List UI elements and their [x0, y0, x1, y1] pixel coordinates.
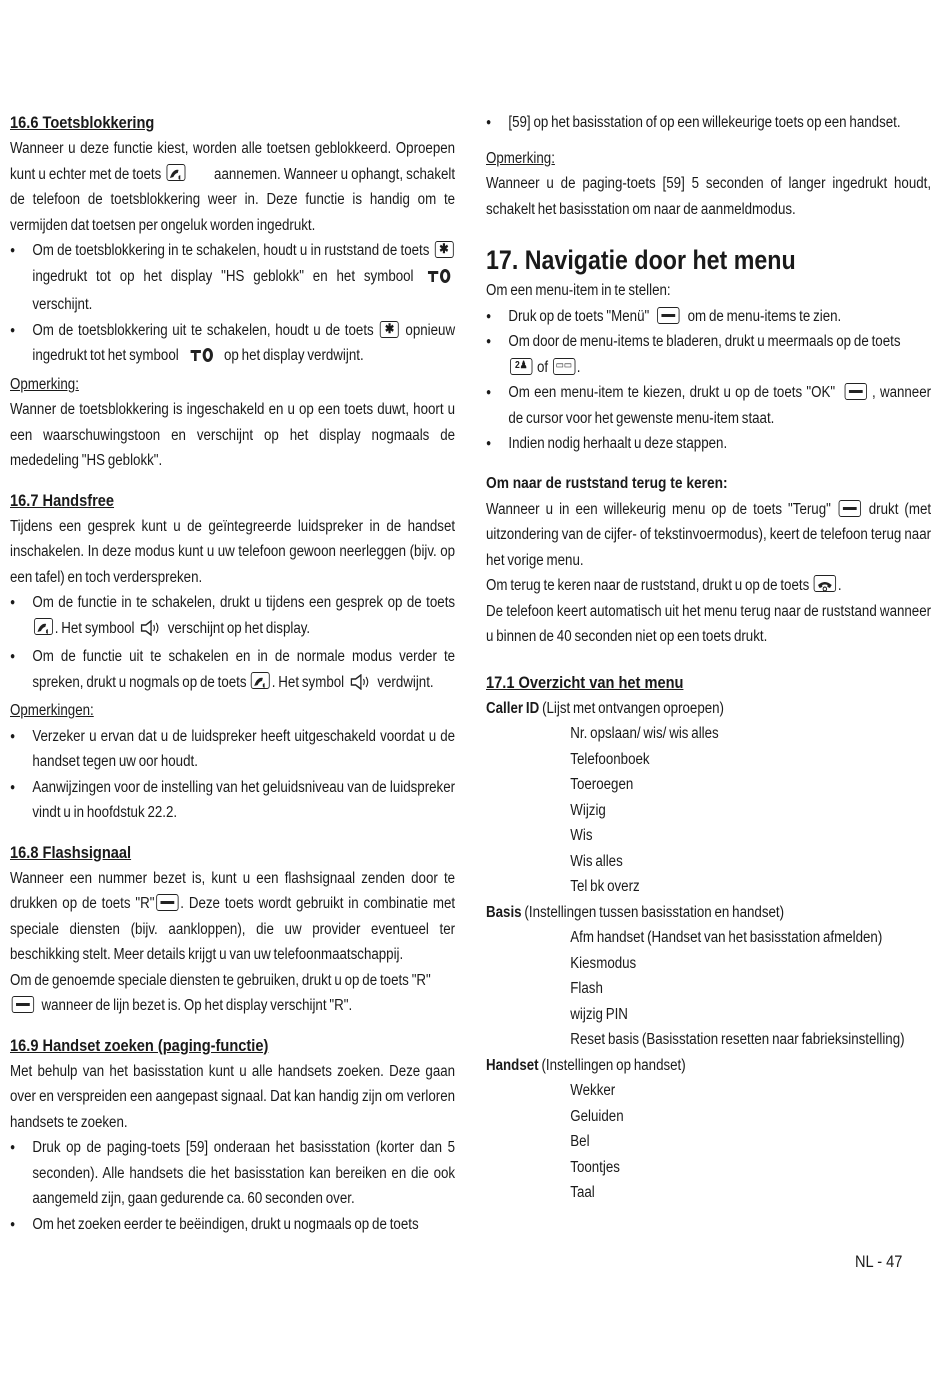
s17-b2c: . [576, 358, 581, 376]
right-column [486, 110, 931, 1206]
s169-paragraph: Met behulp van het basisstation kunt u alle handsets zoeken. Deze gaan over en verspreiden een aangepast signaal. Dat kan handig zijn om verloren handsets te zoeken. [10, 1062, 456, 1131]
handset-items [486, 1078, 931, 1206]
menu-group-head: Caller ID [486, 699, 540, 717]
menu-item: Toontjes [570, 1158, 620, 1176]
up-key-icon: 2♟ [510, 358, 532, 375]
s17-p1a: Wanneer u in een willekeurig menu op de toets "Terug" [486, 500, 831, 518]
s166-b1c: verschijnt. [32, 296, 93, 313]
s166-note: Wanner de toetsblokkering is ingeschakeld en u op een toets duwt, hoort u een waarschuwingstoon en verschijnt op het display nogmaals de mededeling "HS geblokk". [10, 401, 456, 469]
s167-b1a: Om de functie in te schakelen, drukt u tijdens een gesprek op de toets [32, 594, 456, 611]
speaker-icon [350, 673, 372, 699]
basis-items [486, 925, 931, 1053]
s17-b2b: of [537, 358, 549, 376]
star-key-icon: ✱ [434, 241, 453, 258]
s17-b2a: Om door de menu-items te bladeren, drukt u meermaals op de toets [508, 333, 901, 350]
menu-item: Tel bk overz [570, 878, 640, 895]
s166-p1a: Wanneer u deze functie kiest, worden alle toetsen geblokkeerd. Oproepen kunt u echter met de toets [10, 140, 456, 183]
menu-item: Toeroegen [570, 776, 634, 793]
handset-speaker-icon [251, 672, 270, 689]
s167-notes-label: Opmerkingen: [10, 702, 94, 719]
s168-paragraph-2 [10, 968, 455, 1019]
list-item: ● Aanwijzingen voor de instelling van het geluidsniveau van de luidspreker vindt u in hoofdstuk 22.2. [10, 775, 455, 826]
s168-p2b: wanneer de lijn bezet is. Op het display verschijnt "R". [41, 997, 353, 1014]
menu-item: Geluiden [570, 1107, 624, 1125]
s17-subheading: Om naar de ruststand terug te keren: [486, 474, 728, 492]
s17-paragraph-1 [486, 497, 931, 574]
section-16-9-title: 16.9 Handset zoeken (paging-functie) [10, 1035, 269, 1055]
s17-b3a: Om een menu-item te kiezen, drukt u op de toets "OK" [508, 384, 836, 401]
menu-item: Reset basis (Basisstation resetten naar fabrieksinstelling) [570, 1031, 905, 1048]
list-item: ● Indien nodig herhaalt u deze stappen. [486, 431, 931, 457]
list-item: ● [59] op het basisstation of op een willekeurige toets op een handset. [486, 110, 931, 136]
softkey-icon [12, 996, 34, 1013]
handset-speaker-icon [166, 164, 185, 181]
list-item [486, 304, 931, 330]
s17-b3b: , wanneer de cursor voor het gewenste menu-item staat. [508, 384, 932, 427]
list-item [486, 329, 931, 380]
s168-p1a: Wanneer een nummer bezet is, kunt u een flashsignaal zenden door te drukken op de toets "R" [10, 869, 456, 912]
s168-p2a: Om de genoemde speciale diensten te gebruiken, drukt u op de toets "R" [10, 971, 431, 989]
s17-paragraph-2 [486, 573, 931, 599]
s166-b1b: ingedrukt tot op het display "HS geblokk" en het symbool [32, 267, 414, 285]
menu-item: Flash [570, 980, 603, 997]
menu-item: Telefoonboek [570, 750, 650, 768]
s166-b2b: opnieuw ingedrukt tot het symbool [32, 321, 456, 364]
menu-item: Wekker [570, 1082, 616, 1099]
down-key-icon: ▭▭ [553, 358, 575, 375]
r-note: Wanneer u de paging-toets [59] 5 seconden of langer ingedrukt houdt, schakelt het basisstation om naar de aanmeldmodus. [486, 175, 932, 218]
menu-item: Kiesmodus [570, 954, 637, 972]
menu-item: wijzig PIN [570, 1005, 628, 1023]
key-lock-icon [188, 346, 214, 372]
list-item [10, 644, 455, 698]
menu-item: Taal [570, 1184, 595, 1201]
chapter-17-title: 17. Navigatie door het menu [486, 245, 796, 275]
handset-speaker-icon [34, 618, 53, 635]
s166-note-label: Opmerking: [10, 375, 79, 393]
menu-group-head: Basis [486, 903, 522, 921]
s17-intro: Om een menu-item in te stellen: [486, 282, 671, 299]
list-item: ● Druk op de paging-toets [59] onderaan het basisstation (korter dan 5 seconden). Alle handsets die het basisstation kan bereiken en die ook aangemeld zijn, gaan gedurende ca. 60 seconden over. [10, 1135, 455, 1212]
menu-item: Wis alles [570, 852, 623, 870]
menu-group-desc: (Instellingen op handset) [538, 1056, 686, 1074]
list-item [486, 380, 931, 431]
list-item: ● Verzeker u ervan dat u de luidspreker heeft uitgeschakeld voordat u de handset tegen uw oor houdt. [10, 724, 455, 775]
s166-b2c: op het display verdwijnt. [223, 347, 364, 364]
softkey-icon [844, 383, 866, 400]
star-key-icon: ✱ [380, 321, 399, 338]
s17-p2a: Om terug te keren naar de ruststand, drukt u op de toets [486, 577, 810, 594]
s17-b1a: Druk op de toets "Menü" [508, 307, 650, 325]
section-16-7-title: 16.7 Handsfree [10, 490, 115, 510]
softkey-icon [839, 500, 861, 517]
softkey-icon [657, 307, 679, 324]
end-call-icon [814, 575, 836, 592]
left-column [10, 110, 455, 1237]
menu-group-basis [486, 900, 931, 926]
menu-group-desc: (Lijst met ontvangen oproepen) [539, 699, 725, 717]
menu-group-head: Handset [486, 1056, 539, 1074]
section-16-8-title: 16.8 Flashsignaal [10, 842, 132, 862]
list-item [10, 238, 455, 318]
menu-item: Wijzig [570, 801, 606, 819]
menu-item: Bel [570, 1133, 590, 1150]
s166-p1b: aannemen. Wanneer u ophangt, schakelt de telefoon de toetsblokkering weer in. Deze functie is handig om te vermijden dat toetsen per ongeluk worden ingedrukt. [10, 165, 456, 234]
section-16-6-title: 16.6 Toetsblokkering [10, 113, 155, 132]
speaker-icon [140, 619, 162, 645]
s167-b2c: verdwijnt. [377, 673, 434, 691]
menu-item: Afm handset (Handset van het basisstation afmelden) [570, 929, 883, 946]
s17-p1b: drukt (met uitzondering van de cijfer- of tekstinvoermodus), keert de telefoon terug naar het vorige menu. [486, 500, 932, 569]
caller-id-items [486, 721, 931, 900]
list-item [10, 590, 455, 644]
s166-b1a: Om de toetsblokkering in te schakelen, houdt u in ruststand de toets [32, 242, 430, 259]
menu-item: Wis [570, 827, 593, 844]
softkey-icon [156, 894, 178, 911]
s167-b2b: . Het symbol [271, 673, 345, 691]
s166-paragraph [10, 136, 455, 238]
s167-paragraph: Tijdens een gesprek kunt u de geïntegreerde luidspreker in de handset inschakelen. In deze modus kunt u uw telefoon gewoon neerleggen (bijv. op een tafel) en toch verderspreken. [10, 517, 456, 586]
s17-paragraph-3: De telefoon keert automatisch uit het menu terug naar de ruststand wanneer u binnen de 40 seconden niet op een toets drukt. [486, 602, 932, 645]
s17-b1b: om de menu-items te zien. [687, 307, 842, 325]
page-number: NL - 47 [855, 1252, 903, 1271]
key-lock-icon [426, 267, 452, 293]
s167-b2a: Om de functie uit te schakelen en in de normale modus verder te spreken, drukt u nogmals op de toets [32, 648, 456, 691]
s167-b1c: verschijnt op het display. [167, 619, 311, 637]
list-item [10, 318, 455, 372]
r-note-label: Opmerking: [486, 149, 555, 167]
menu-group-desc: (Instellingen tussen basisstation en handset) [521, 903, 785, 921]
s17-p2b: . [837, 577, 842, 594]
menu-group-caller-id [486, 696, 931, 722]
s168-p1b: . Deze toets wordt gebruikt in combinatie met speciale diensten (bijv. aankloppen), die uw provider eventueel ter beschikking stelt. Meer details krijgt u van uw telefoonmaatschappij. [10, 895, 456, 963]
s168-paragraph [10, 866, 455, 968]
s167-b1b: . Het symbool [54, 619, 135, 637]
section-17-1-title: 17.1 Overzicht van het menu [486, 672, 684, 692]
s166-b2a: Om de toetsblokkering uit te schakelen, houdt u de toets [32, 321, 374, 339]
menu-item: Nr. opslaan/ wis/ wis alles [570, 725, 719, 742]
menu-group-handset [486, 1053, 931, 1079]
list-item: ● Om het zoeken eerder te beëindigen, drukt u nogmaals op de toets [10, 1212, 455, 1238]
